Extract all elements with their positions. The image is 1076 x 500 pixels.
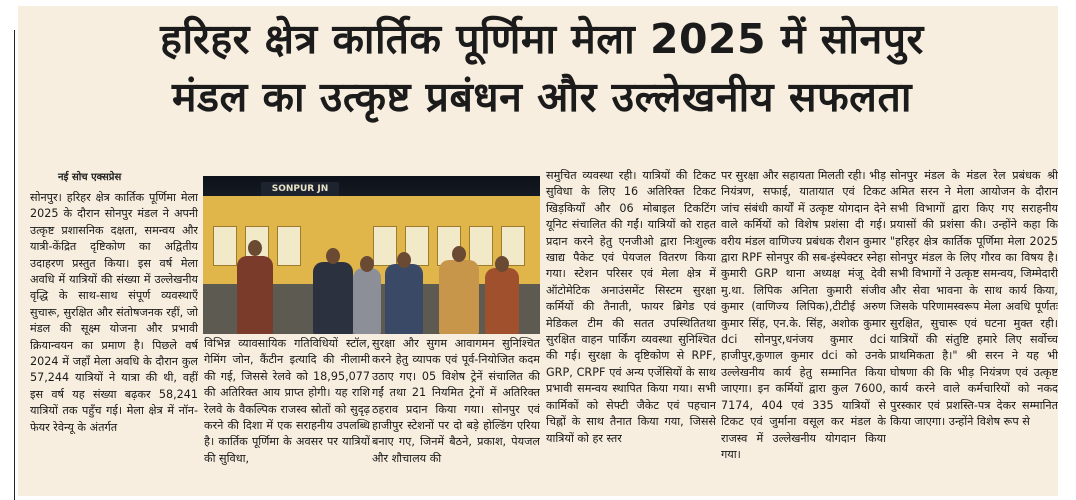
article-column-3: सुरक्षा और सुगम आवागमन सुनिश्चित करने हेतु व्यापक एवं पूर्व-नियोजित कदम उठाए गए। 05 विशेष ट्रेनें संचालित की गईं तथा 21 नियमित ट्रेनों में अतिरिक्त ठहराव प्रदान किया गया। सोनपुर एवं हाजीपुर स्टेशनों पर दो बड़े होल्डिंग एरिया बनाए गए, जिनमें बैठने, प्रकाश, पेयजल और शौचालय की	[372, 337, 540, 465]
station-window	[213, 226, 237, 266]
headline-line-1: हरिहर क्षेत्र कार्तिक पूर्णिमा मेला 2025 में सोनपुर	[160, 15, 924, 63]
news-photo	[203, 176, 540, 334]
person-figure	[313, 262, 353, 334]
station-window	[277, 226, 301, 266]
byline: नई सोच एक्सप्रेस	[58, 172, 122, 183]
article-column-1: सोनपुर। हरिहर क्षेत्र कार्तिक पूर्णिमा मेला 2025 के दौरान सोनपुर मंडल ने अपनी उत्कृष्ट प्रशासनिक दक्षता, समन्वय और यात्री-केंद्रित दृष्टिकोण का अद्वितीय उदाहरण प्रस्तुत किया। इस वर्ष मेला अवधि में यात्रियों की संख्या में उल्लेखनीय वृद्धि के साथ-साथ संपूर्ण व्यवस्थाएँ सुचारू, सुरक्षित और संतोषजनक रहीं, जो मंडल की सूक्ष्म योजना और प्रभावी क्रियान्वयन का प्रमाण है। पिछले वर्ष 2024 में जहाँ मेला अवधि के दौरान कुल 57,244 यात्रियों ने यात्रा की थी, वहीं इस वर्ष यह संख्या बढ़कर 58,241 यात्रियों तक पहुँच गई। मेला क्षेत्र में नॉन-फेयर रेवेन्यू के अंतर्गत	[30, 191, 198, 434]
person-figure	[353, 268, 381, 334]
person-head	[397, 252, 411, 268]
headline	[32, 10, 1052, 126]
person-figure	[485, 268, 519, 334]
person-head	[326, 248, 340, 264]
person-figure	[237, 256, 273, 334]
article-column-5: पर सुरक्षा और सहायता मिलती रही। भीड़ नियंत्रण, सफाई, यातायात एवं टिकट जांच संबंधी कार्यों में उत्कृष्ट योगदान देने वाले कर्मियों को विशेष प्रशंसा दी गई। वरीय मंडल वाणिज्य प्रबंधक रौशन कुमार द्वारा RPF सोनपुर की सब-इंस्पेक्टर स्नेहा कुमारी GRP थाना अध्यक्ष मंजू देवी मु.था. लिपिक अनिता कुमारी संजीव कुमार (वाणिज्य लिपिक),टीटीई अरुण कुमार सिंह, एन.के. सिंह, अशोक कुमार dci सोनपुर,धनंजय कुमार dci हाजीपुर,कुणाल कुमार dci को उनके उल्लेखनीय कार्य हेतु सम्मानित किया जाएगा। इन कर्मियों द्वारा कुल 7600, 7174, 404 एवं 335 यात्रियों से टिकट एवं जुर्माना वसूल कर मंडल के राजस्व में उल्लेखनीय योगदान किया गया।	[721, 169, 886, 461]
person-figure	[439, 260, 479, 334]
person-head	[452, 246, 466, 262]
article-column-4: समुचित व्यवस्था रही। यात्रियों की टिकट सुविधा के लिए 16 अतिरिक्त टिकट खिड़कियाँ और 06 मोबाइल टिकटिंग यूनिट संचालित की गईं। यात्रियों को राहत प्रदान करने हेतु एनजीओ द्वारा निःशुल्क खाद्य पैकेट एवं पेयजल वितरण किया गया। स्टेशन परिसर एवं मेला क्षेत्र में ऑटोमेटिक अनाउंसमेंट सिस्टम सुरक्षा कर्मियों की तैनाती, फायर ब्रिगेड एवं मेडिकल टीम की सतत उपस्थितितथा सुरक्षित वाहन पार्किंग व्यवस्था सुनिश्चित की गई। सुरक्षा के दृष्टिकोण से RPF, GRP, CRPF एवं अन्य एजेंसियों के साथ प्रभावी समन्वय स्थापित किया गया। सभी कार्मिकों को सेफ्टी जैकेट एवं पहचान चिह्नों के साथ तैनात किया गया, जिससे यात्रियों को हर स्तर	[546, 169, 716, 445]
headline-line-2: मंडल का उत्कृष्ट प्रबंधन और उल्लेखनीय सफलता	[172, 73, 912, 121]
station-window	[373, 226, 397, 266]
person-figure	[385, 264, 423, 334]
person-head	[248, 240, 262, 256]
page-edge-divider	[0, 30, 15, 500]
article-column-6: सोनपुर मंडल के मंडल रेल प्रबंधक श्री अमित सरन ने मेला आयोजन के दौरान सभी विभागों द्वारा किए गए सराहनीय प्रयासों की प्रशंसा की। उन्होंने कहा कि "हरिहर क्षेत्र कार्तिक पूर्णिमा मेला 2025 सोनपुर मंडल के लिए गौरव का विषय है। सभी विभागों ने उत्कृष्ट समन्वय, जिम्मेदारी और सेवा भावना के साथ कार्य किया, जिसके परिणामस्वरूप मेला अवधि पूर्णतः सुरक्षित, सुचारू एवं घटना मुक्त रही। यात्रियों की संतुष्टि हमारे लिए सर्वोच्च प्राथमिकता है।" श्री सरन ने यह भी घोषणा की कि भीड़ नियंत्रण एवं उत्कृष्ट कार्य करने वाले कर्मचारियों को नकद पुरस्कार एवं प्रशस्ति-पत्र देकर सम्मानित किया जाएगा। उन्होंने विशेष रूप से	[890, 169, 1058, 429]
person-head	[495, 256, 509, 272]
article-column-2: विभिन्न व्यावसायिक गतिविधियों स्टॉल, गेमिंग जोन, कैंटीन इत्यादि की नीलामी की गई, जिससे रेलवे को 18,95,077 की अतिरिक्त आय प्राप्त होगी। यह राशि रेलवे के वैकल्पिक राजस्व स्रोतों को सुदृढ़ करने की दिशा में एक सराहनीय उपलब्धि है। कार्तिक पूर्णिमा के अवसर पर यात्रियों की सुविधा,	[204, 337, 370, 465]
newspaper-clipping	[18, 6, 1058, 496]
person-head	[360, 256, 374, 272]
station-signboard: SONPUR JN	[261, 182, 339, 196]
